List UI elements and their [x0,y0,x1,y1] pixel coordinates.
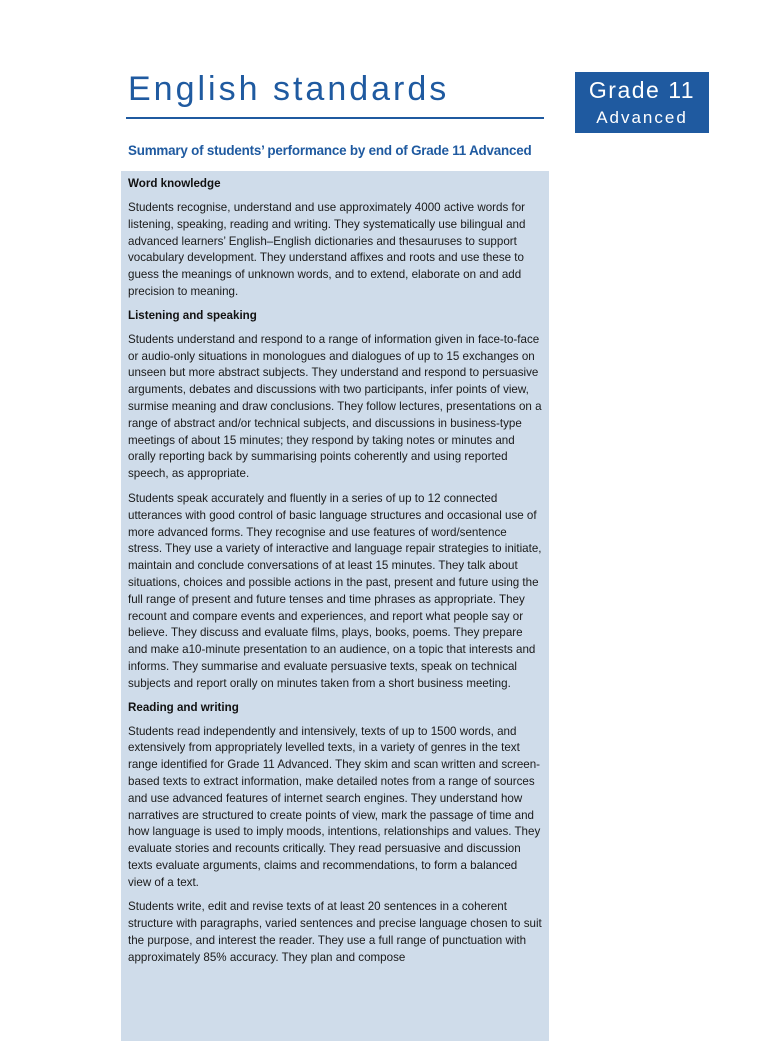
grade-badge [575,72,709,133]
summary-heading: Summary of students’ performance by end of Grade 11 Advanced [128,143,532,158]
section-heading: Word knowledge [128,177,221,190]
summary-panel [121,171,549,1041]
title-underline [126,117,544,119]
section-listening-speaking [128,309,542,693]
paragraph: Students understand and respond to a range of information given in face-to-face or audio-only situations in monologues and dialogues of up to 15 exchanges on unseen but more abstract subjects. They understand and respond to persuasive arguments, debates and discussions with two participants, infer points of view, surmise meaning and draw conclusions. They follow lectures, presentations on a range of abstract and/or technical subjects, and discussions in business-type meetings of about 15 minutes; they respond by taking notes or minutes and orally reporting back by summarising points coherently and using reported speech, as appropriate. [128,332,542,481]
section-heading: Listening and speaking [128,308,257,322]
grade-label: Grade 11 [588,77,696,103]
section-word-knowledge [128,177,542,301]
paragraph: Students write, edit and revise texts of at least 20 sentences in a coherent structure with paragraphs, varied sentences and precise language chosen to suit the purpose, and interest the reader. They use a full range of punctuation with approximately 85% accuracy. They plan and compose [128,900,542,964]
page-title: English standards [128,70,450,108]
section-reading-writing [128,701,542,967]
section-heading: Reading and writing [128,700,239,714]
paragraph: Students read independently and intensively, texts of up to 1500 words, and extensively from appropriately levelled texts, in a variety of genres in the text range identified for Grade 11 Advanced. They skim and scan written and screen-based texts to extract information, make detailed notes from a range of sources and use advanced features of internet search engines. They understand how narratives are structured to create points of view, mark the passage of time and how language is used to imply moods, intentions, relationships and values. They evaluate stories and recounts critically. They read persuasive and discussion texts evaluate arguments, claims and recommendations, to form a balanced view of a text. [128,724,541,889]
paragraph: Students speak accurately and fluently in a series of up to 12 connected utterances with good control of basic language structures and occasional use of more advanced forms. They recognise and use features of word/sentence stress. They use a variety of interactive and language repair strategies to initiate, maintain and conclude conversations of at least 15 minutes. They talk about situations, choices and possible actions in the past, present and future using the full range of present and future tenses and time phrases as appropriate. They recount and compare events and experiences, and report what people say or believe. They discuss and evaluate films, plays, books, poems. They prepare and make a10-minute presentation to an audience, on a topic that interests and informs. They summarise and evaluate persuasive texts, speak on technical subjects and report orally on minutes taken from a short business meeting. [128,491,542,690]
level-label: Advanced [596,108,688,127]
paragraph: Students recognise, understand and use approximately 4000 active words for listening, speaking, reading and writing. They systematically use bilingual and advanced learners’ English–English dictionaries and thesauruses to support vocabulary development. They understand affixes and roots and use these to guess the meanings of unknown words, and to extend, elaborate on and add precision to meaning. [128,201,526,298]
